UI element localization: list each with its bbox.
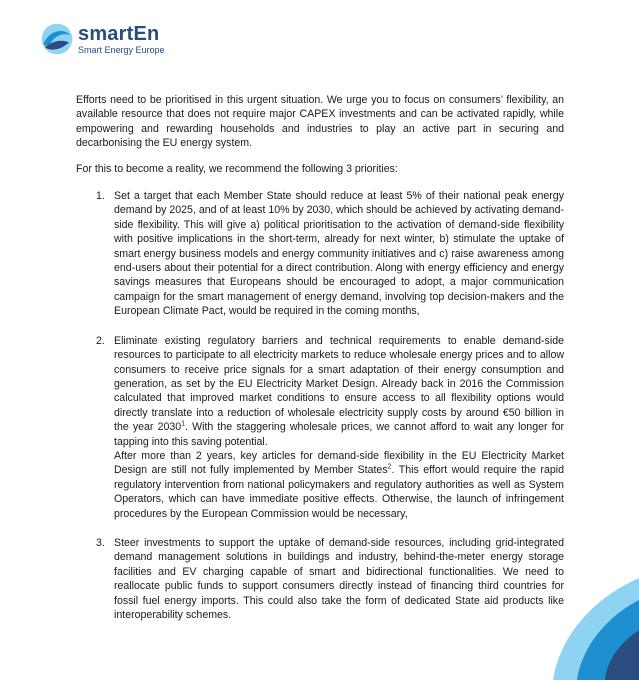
letter-body [76, 93, 564, 637]
smarten-logo-icon [40, 22, 74, 56]
priority-text: Steer investments to support the uptake of demand-side resources, including grid-integrated demand management solutions in buildings and industry, behind-the-meter energy storage facilities and EV charging capable of smart and bidirectional functionalities. We need to reallocate public funds to support consumers directly instead of financing third countries for fossil fuel energy imports. This could also take the form of dedicated State aid products like interoperability schemes. [114, 536, 564, 621]
list-item [76, 536, 564, 622]
priority-text-part: Eliminate existing regulatory barriers and technical requirements to enable demand-side resources to participate to all electricity markets to reduce wholesale energy prices and to allow consumers to receive price signals for a smart adaptation of their energy consumption and generation, as set by the EU Electricity Market Design. Already back in 2016 the Commission calculated that improved market conditions to ensure access to all flexibility options would directly translate into a reduction of wholesale electricity supply costs by around €50 billion in the year 2030 [114, 334, 564, 434]
logo-name: smartEn [78, 22, 160, 45]
list-number: 3. [96, 536, 105, 549]
list-number: 2. [96, 334, 105, 347]
priority-text-part: . With the staggering wholesale prices, we cannot afford to wait any longer for tapping into this saving potential. [114, 421, 564, 448]
logo-tagline: Smart Energy Europe [78, 44, 165, 55]
footnote-ref: 2 [387, 463, 392, 471]
priority-extra-text [114, 449, 564, 521]
priority-text: Set a target that each Member State should reduce at least 5% of their national peak energy demand by 2025, and of at least 10% by 2030, which should be achieved by activating demand-side flexibility. This will give a) political prioritisation to the activation of demand-side flexibility with positive implications in the short-term, already for next winter, b) stimulate the uptake of smart energy business models and energy community initiatives and c) raise awareness among end-users about their potential for a direct contribution. Along with energy efficiency and energy savings measures that Europeans should be encouraged to adopt, a major communication campaign for the smart management of energy demand, involving top decision-makers and the European Climate Pact, would be required in the coming months, [114, 190, 564, 318]
intro-paragraph: Efforts need to be prioritised in this urgent situation. We urge you to focus on consumers’ flexibility, an available resource that does not require major CAPEX investments and can be activated rapidly, while empowering and rewarding households and industries to play an active part in securing and decarbonising the EU energy system. [76, 94, 564, 150]
logo [40, 22, 165, 56]
lead-paragraph: For this to become a reality, we recommend the following 3 priorities: [76, 162, 398, 175]
priorities-list [76, 189, 564, 622]
corner-swoosh-decoration [519, 560, 639, 680]
list-item [76, 334, 564, 521]
priority-text-part: After more than 2 years, key articles for demand-side flexibility in the EU Electricity Market Design are still not fully implemented by Member States [114, 449, 564, 477]
priority-text [114, 334, 564, 449]
list-item [76, 189, 564, 319]
priority-text-part: . This effort would require the rapid regulatory intervention from national policymakers and regulatory authorities as well as System Operators, which can have immediate positive effects. Otherwise, the launch of infringement procedures by the European Commission would be necessary, [114, 464, 564, 520]
footnote-ref: 1 [181, 420, 186, 428]
list-number: 1. [96, 190, 105, 203]
